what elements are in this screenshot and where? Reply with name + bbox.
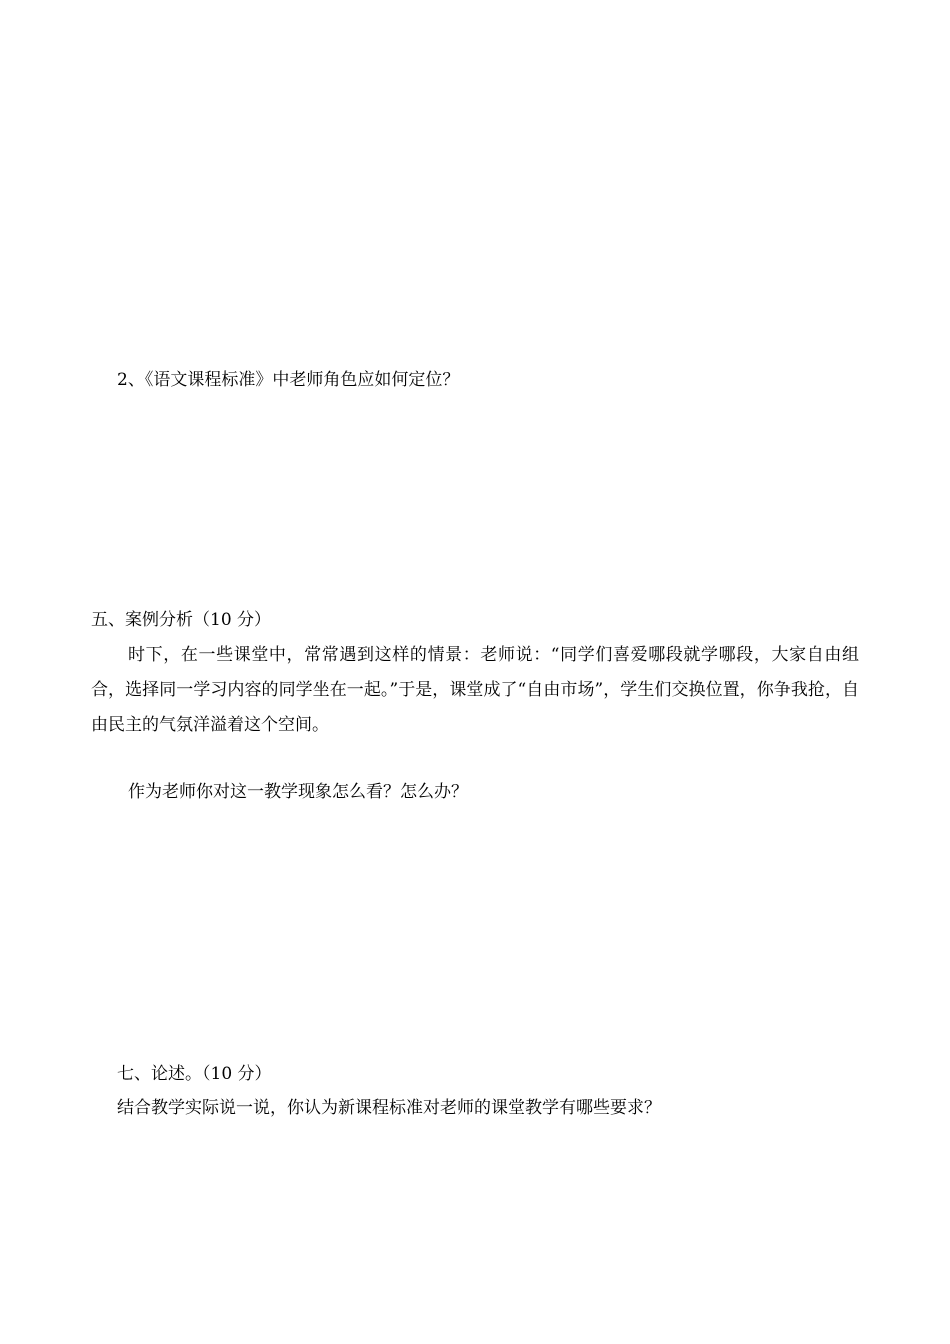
case-study-question: 作为老师你对这一教学现象怎么看？怎么办？: [128, 782, 468, 802]
case-study-paragraph: 时下，在一些课堂中，常常遇到这样的情景：老师说：“同学们喜爱哪段就学哪段，大家自由组合，选择同一学习内容的同学坐在一起。”于是，课堂成了“自由市场”，学生们交换位置，你争我抢，自由民主的气氛洋溢着这个空间。: [91, 645, 859, 735]
section-5-heading: 五、案例分析（10 分）: [91, 610, 272, 630]
section-7-question: 结合教学实际说一说，你认为新课程标准对老师的课堂教学有哪些要求？: [117, 1098, 661, 1118]
question-2-text: 2、《语文课程标准》中老师角色应如何定位？: [117, 370, 460, 390]
section-7-heading: 七、论述。（10 分）: [117, 1064, 272, 1084]
